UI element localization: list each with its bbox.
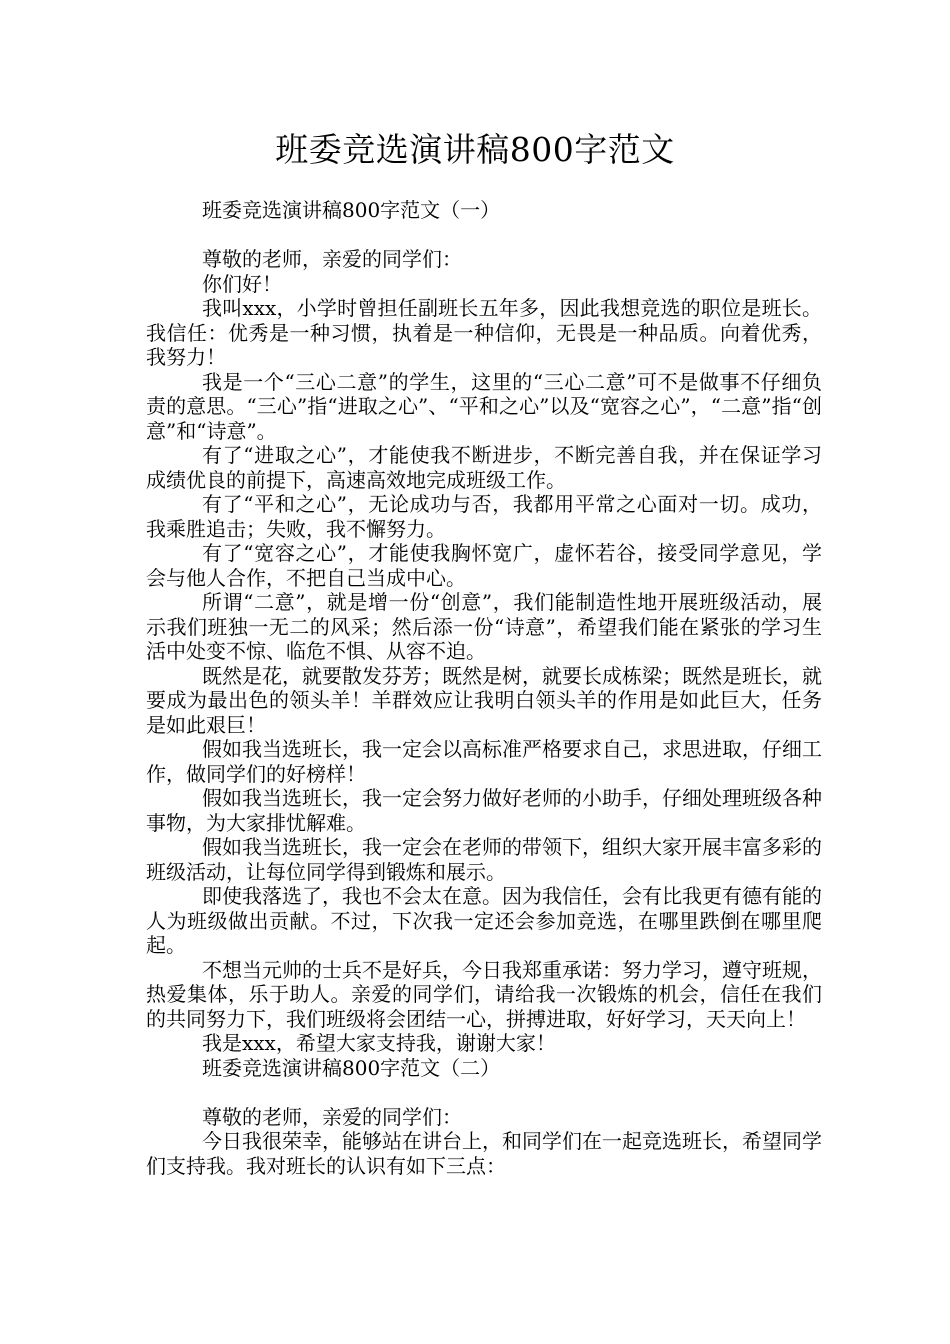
paragraph: 即使我落选了，我也不会太在意。因为我信任，会有比我更有德有能的人为班级做出贡献。不过，下次我一定还会参加竞选，在哪里跌倒在哪里爬起。	[146, 884, 822, 957]
paragraph: 既然是花，就要散发芬芳；既然是树，就要长成栋梁；既然是班长，就要成为最出色的领头羊！羊群效应让我明白领头羊的作用是如此巨大，任务是如此艰巨！	[146, 663, 822, 737]
section-heading-2: 班委竞选演讲稿800字范文（二）	[202, 1055, 501, 1080]
paragraph: 不想当元帅的士兵不是好兵，今日我郑重承诺：努力学习，遵守班规，热爱集体，乐于助人。亲爱的同学们，请给我一次锻炼的机会，信任在我们的共同努力下，我们班级将会团结一心，拼搏进取，好好学习，天天向上！	[146, 957, 822, 1031]
paragraph: 我是一个“三心二意”的学生，这里的“三心二意”可不是做事不仔细负责的意思。“三心”指“进取之心”、“平和之心”以及“宽容之心”，“二意”指“创意”和“诗意”。	[146, 369, 822, 443]
paragraph: 有了“宽容之心”，才能使我胸怀宽广，虚怀若谷，接受同学意见，学会与他人合作，不把自己当成中心。	[146, 541, 822, 590]
paragraph: 我是xxx，希望大家支持我，谢谢大家！	[202, 1031, 556, 1055]
salutation: 尊敬的老师，亲爱的同学们：	[202, 1104, 462, 1129]
paragraph: 今日我很荣幸，能够站在讲台上，和同学们在一起竞选班长，希望同学们支持我。我对班长的认识有如下三点：	[146, 1129, 822, 1178]
paragraph: 有了“平和之心”，无论成功与否，我都用平常之心面对一切。成功，我乘胜追击；失败，我不懈努力。	[146, 492, 822, 541]
greeting: 你们好！	[202, 271, 282, 296]
paragraph: 假如我当选班长，我一定会在老师的带领下，组织大家开展丰富多彩的班级活动，让每位同学得到锻炼和展示。	[146, 835, 822, 884]
paragraph: 假如我当选班长，我一定会以高标准严格要求自己，求思进取，仔细工作，做同学们的好榜样！	[146, 737, 822, 786]
paragraph: 有了“进取之心”，才能使我不断进步，不断完善自我，并在保证学习成绩优良的前提下，高速高效地完成班级工作。	[146, 443, 822, 492]
document-body	[146, 198, 822, 1178]
document-title: 班委竞选演讲稿800字范文	[275, 130, 675, 169]
paragraph: 假如我当选班长，我一定会努力做好老师的小助手，仔细处理班级各种事物，为大家排忧解难。	[146, 786, 822, 835]
salutation: 尊敬的老师，亲爱的同学们：	[202, 247, 462, 271]
paragraph: 所谓“二意”，就是增一份“创意”，我们能制造性地开展班级活动，展示我们班独一无二的风采；然后添一份“诗意”，希望我们能在紧张的学习生活中处变不惊、临危不惧、从容不迫。	[146, 590, 822, 663]
paragraph: 我叫xxx，小学时曾担任副班长五年多，因此我想竞选的职位是班长。我信任：优秀是一种习惯，执着是一种信仰，无畏是一种品质。向着优秀，我努力！	[146, 296, 822, 369]
section-heading-1: 班委竞选演讲稿800字范文（一）	[202, 198, 501, 222]
